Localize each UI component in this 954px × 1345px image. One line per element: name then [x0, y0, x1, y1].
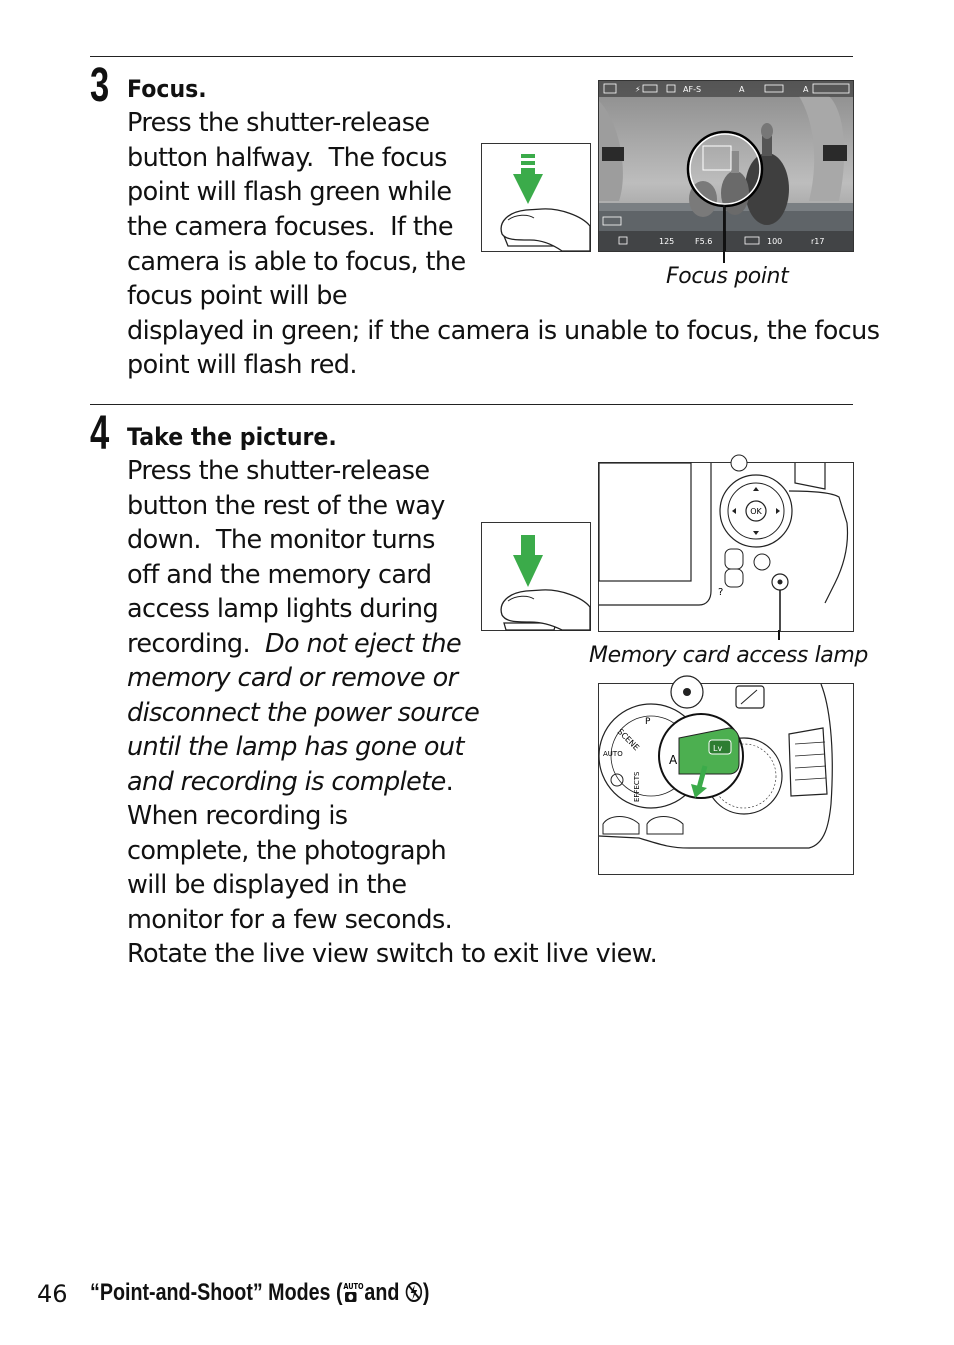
dial-label-p: P — [645, 717, 651, 727]
step-4-line: access lamp lights during — [127, 594, 439, 624]
lcd-aperture: F5.6 — [695, 237, 713, 246]
lv-label: Lv — [713, 744, 723, 753]
svg-text:⚡: ⚡ — [635, 85, 641, 94]
step-4-line: down. The monitor turns — [127, 525, 435, 555]
step-4-line: When recording is — [127, 801, 348, 831]
step-4-line: will be displayed in the — [127, 870, 407, 900]
step-3-title: Focus. — [127, 75, 207, 103]
focus-point-leader-line — [723, 205, 725, 263]
dial-label-effects: EFFECTS — [633, 771, 641, 802]
step-3-line: Press the shutter-release — [127, 108, 430, 138]
warning-text: memory card or remove or — [127, 663, 458, 693]
step-4-line: off and the memory card — [127, 560, 432, 590]
section-divider-step-3 — [90, 56, 853, 57]
step-4-line — [127, 696, 479, 731]
dial-label-a: A — [669, 753, 678, 767]
dial-label-auto: AUTO — [603, 750, 623, 758]
dial-label-scene: SCENE — [615, 727, 641, 753]
live-view-switch-illustration — [598, 683, 854, 875]
step-3-line: the camera focuses. If the — [127, 212, 453, 242]
access-lamp-leader-line — [778, 630, 780, 640]
svg-text:A: A — [803, 85, 809, 94]
step-4-line: Press the shutter-release — [127, 456, 430, 486]
step-3-line: button halfway. The focus — [127, 143, 447, 173]
svg-text:AUTO: AUTO — [343, 1281, 364, 1292]
step-3-line: point will flash green while — [127, 177, 452, 207]
step-3-line: point will flash red. — [127, 350, 357, 380]
warning-text: until the lamp has gone out — [127, 732, 464, 762]
page-number: 46 — [37, 1280, 68, 1308]
step-4-line: complete, the photograph — [127, 836, 447, 866]
auto-mode-icon — [343, 1281, 364, 1303]
step-4-line: Rotate the live view switch to exit live view. — [127, 939, 658, 969]
svg-text:A: A — [739, 85, 745, 94]
camera-back-illustration — [598, 462, 854, 632]
flash-off-icon — [405, 1281, 423, 1303]
lcd-shutter: 125 — [659, 237, 675, 246]
running-footer-title: “Point-and-Shoot” Modes ( AUTO and ) — [90, 1279, 430, 1306]
lcd-iso: 100 — [767, 237, 783, 246]
svg-text:?: ? — [718, 587, 724, 598]
focus-point-caption: Focus point — [666, 264, 789, 289]
step-4-line: button the rest of the way — [127, 491, 445, 521]
step-4-line: monitor for a few seconds. — [127, 905, 453, 935]
step-4-title: Take the picture. — [127, 423, 337, 451]
step-3-line: focus point will be — [127, 281, 347, 311]
step-4-line: and recording is complete. — [127, 767, 454, 797]
shutter-full-press-illustration — [481, 522, 591, 631]
step-number-3: 3 — [90, 59, 110, 112]
warning-text: Do not eject the — [265, 629, 462, 659]
step-4-line — [127, 661, 457, 696]
svg-text:AF-S: AF-S — [683, 85, 702, 94]
step-number-4: 4 — [90, 407, 110, 460]
warning-text: disconnect the power source — [127, 698, 480, 728]
step-3-line: displayed in green; if the camera is unable to focus, the focus — [127, 316, 880, 346]
step-4-line: recording. Do not eject the — [127, 629, 462, 659]
ok-button-label: OK — [750, 507, 762, 516]
warning-text: and recording is complete — [127, 767, 446, 797]
step-3-line: camera is able to focus, the — [127, 247, 466, 277]
memory-card-access-lamp-caption: Memory card access lamp — [589, 643, 868, 668]
shutter-half-press-illustration — [481, 143, 591, 252]
lcd-shots: r17 — [811, 237, 825, 246]
step-4-line — [127, 730, 464, 765]
live-view-lcd-illustration — [598, 80, 854, 252]
section-divider-step-4 — [90, 404, 853, 405]
